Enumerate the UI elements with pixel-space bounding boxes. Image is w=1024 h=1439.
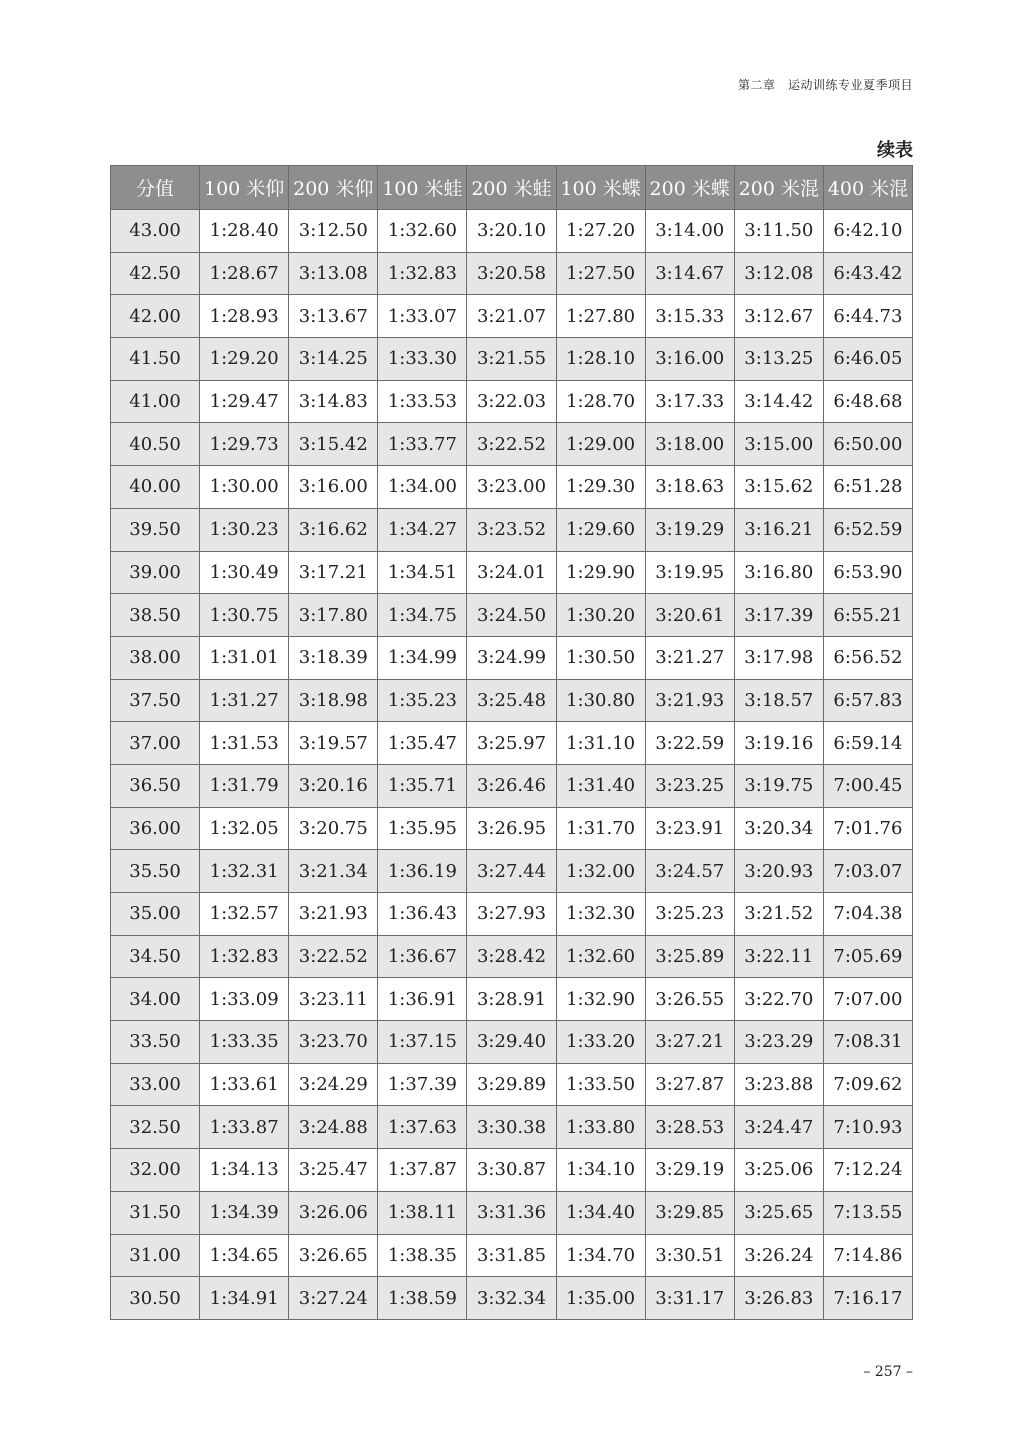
score-cell: 31.00	[111, 1234, 200, 1277]
time-cell: 3:25.48	[467, 679, 556, 722]
time-cell: 1:32.60	[556, 935, 645, 978]
time-cell: 3:16.00	[289, 466, 378, 509]
time-cell: 1:38.11	[378, 1191, 467, 1234]
time-cell: 1:28.67	[200, 252, 289, 295]
time-cell: 1:33.35	[200, 1021, 289, 1064]
time-cell: 1:30.00	[200, 466, 289, 509]
time-cell: 3:30.51	[645, 1234, 734, 1277]
time-cell: 3:23.52	[467, 508, 556, 551]
time-cell: 3:29.89	[467, 1063, 556, 1106]
score-cell: 30.50	[111, 1277, 200, 1320]
time-cell: 6:51.28	[823, 466, 912, 509]
time-cell: 3:19.16	[734, 722, 823, 765]
table-header-row	[111, 166, 913, 210]
table-row	[111, 807, 913, 850]
score-cell: 33.50	[111, 1021, 200, 1064]
time-cell: 1:28.70	[556, 380, 645, 423]
time-cell: 1:33.07	[378, 295, 467, 338]
time-cell: 1:34.00	[378, 466, 467, 509]
time-cell: 1:33.61	[200, 1063, 289, 1106]
table-row	[111, 722, 913, 765]
time-cell: 1:30.49	[200, 551, 289, 594]
time-cell: 1:33.20	[556, 1021, 645, 1064]
score-cell: 37.50	[111, 679, 200, 722]
time-cell: 3:27.21	[645, 1021, 734, 1064]
time-cell: 1:32.30	[556, 893, 645, 936]
score-cell: 32.00	[111, 1149, 200, 1192]
time-cell: 3:26.65	[289, 1234, 378, 1277]
time-cell: 1:32.57	[200, 893, 289, 936]
time-cell: 3:21.34	[289, 850, 378, 893]
time-cell: 6:50.00	[823, 423, 912, 466]
score-cell: 42.50	[111, 252, 200, 295]
time-cell: 1:33.80	[556, 1106, 645, 1149]
score-cell: 38.00	[111, 636, 200, 679]
score-cell: 34.00	[111, 978, 200, 1021]
time-cell: 3:24.57	[645, 850, 734, 893]
table-row	[111, 1277, 913, 1320]
time-cell: 3:13.67	[289, 295, 378, 338]
time-cell: 1:38.59	[378, 1277, 467, 1320]
column-header: 200 米蛙	[467, 166, 556, 210]
table-header	[111, 166, 913, 210]
time-cell: 3:15.42	[289, 423, 378, 466]
time-cell: 3:27.93	[467, 893, 556, 936]
time-cell: 1:31.01	[200, 636, 289, 679]
score-cell: 36.00	[111, 807, 200, 850]
time-cell: 3:23.70	[289, 1021, 378, 1064]
time-cell: 3:12.50	[289, 210, 378, 253]
score-cell: 41.50	[111, 338, 200, 381]
time-cell: 3:26.06	[289, 1191, 378, 1234]
time-cell: 1:30.80	[556, 679, 645, 722]
table-row	[111, 594, 913, 637]
time-cell: 3:29.19	[645, 1149, 734, 1192]
time-cell: 3:23.11	[289, 978, 378, 1021]
table-row	[111, 1021, 913, 1064]
score-cell: 39.00	[111, 551, 200, 594]
time-cell: 3:16.62	[289, 508, 378, 551]
time-cell: 3:15.62	[734, 466, 823, 509]
time-cell: 1:29.47	[200, 380, 289, 423]
time-cell: 3:28.91	[467, 978, 556, 1021]
time-cell: 6:55.21	[823, 594, 912, 637]
time-cell: 6:52.59	[823, 508, 912, 551]
score-cell: 42.00	[111, 295, 200, 338]
time-cell: 7:16.17	[823, 1277, 912, 1320]
time-cell: 3:24.99	[467, 636, 556, 679]
table-caption: 续表	[877, 140, 913, 161]
time-cell: 7:07.00	[823, 978, 912, 1021]
time-cell: 1:31.53	[200, 722, 289, 765]
time-cell: 1:32.00	[556, 850, 645, 893]
time-cell: 3:20.58	[467, 252, 556, 295]
score-cell: 37.00	[111, 722, 200, 765]
time-cell: 3:21.07	[467, 295, 556, 338]
time-cell: 3:21.93	[645, 679, 734, 722]
time-cell: 3:31.17	[645, 1277, 734, 1320]
time-cell: 3:25.65	[734, 1191, 823, 1234]
time-cell: 3:17.80	[289, 594, 378, 637]
time-cell: 3:21.27	[645, 636, 734, 679]
table-row	[111, 466, 913, 509]
time-cell: 3:22.52	[467, 423, 556, 466]
time-cell: 3:11.50	[734, 210, 823, 253]
time-cell: 1:30.20	[556, 594, 645, 637]
time-cell: 1:38.35	[378, 1234, 467, 1277]
time-cell: 1:36.67	[378, 935, 467, 978]
time-cell: 1:29.73	[200, 423, 289, 466]
time-cell: 3:18.00	[645, 423, 734, 466]
time-cell: 1:28.10	[556, 338, 645, 381]
time-cell: 1:29.90	[556, 551, 645, 594]
table-row	[111, 1149, 913, 1192]
column-header: 200 米蝶	[645, 166, 734, 210]
time-cell: 3:25.23	[645, 893, 734, 936]
time-cell: 7:03.07	[823, 850, 912, 893]
time-cell: 1:36.43	[378, 893, 467, 936]
time-cell: 6:59.14	[823, 722, 912, 765]
time-cell: 3:16.80	[734, 551, 823, 594]
time-cell: 3:24.47	[734, 1106, 823, 1149]
time-cell: 3:24.50	[467, 594, 556, 637]
time-cell: 1:35.23	[378, 679, 467, 722]
time-cell: 1:37.39	[378, 1063, 467, 1106]
time-cell: 3:20.34	[734, 807, 823, 850]
time-cell: 1:34.40	[556, 1191, 645, 1234]
time-cell: 1:34.75	[378, 594, 467, 637]
time-cell: 1:33.09	[200, 978, 289, 1021]
table-row	[111, 1063, 913, 1106]
time-cell: 1:32.83	[378, 252, 467, 295]
table-row	[111, 252, 913, 295]
time-cell: 3:14.83	[289, 380, 378, 423]
time-cell: 1:32.90	[556, 978, 645, 1021]
score-cell: 38.50	[111, 594, 200, 637]
time-cell: 3:14.67	[645, 252, 734, 295]
time-cell: 6:44.73	[823, 295, 912, 338]
time-cell: 3:22.52	[289, 935, 378, 978]
time-cell: 3:23.00	[467, 466, 556, 509]
time-cell: 3:13.08	[289, 252, 378, 295]
time-cell: 3:12.08	[734, 252, 823, 295]
time-cell: 7:10.93	[823, 1106, 912, 1149]
time-cell: 3:20.93	[734, 850, 823, 893]
time-cell: 3:27.87	[645, 1063, 734, 1106]
time-cell: 3:13.25	[734, 338, 823, 381]
time-cell: 6:48.68	[823, 380, 912, 423]
time-cell: 1:35.47	[378, 722, 467, 765]
time-cell: 3:15.33	[645, 295, 734, 338]
time-cell: 1:27.20	[556, 210, 645, 253]
time-cell: 3:14.00	[645, 210, 734, 253]
time-cell: 1:36.19	[378, 850, 467, 893]
time-cell: 3:18.39	[289, 636, 378, 679]
table-row	[111, 893, 913, 936]
time-cell: 3:22.11	[734, 935, 823, 978]
time-cell: 3:26.83	[734, 1277, 823, 1320]
time-cell: 1:34.70	[556, 1234, 645, 1277]
time-cell: 3:22.59	[645, 722, 734, 765]
time-cell: 1:33.30	[378, 338, 467, 381]
time-cell: 3:23.91	[645, 807, 734, 850]
time-cell: 3:19.95	[645, 551, 734, 594]
time-cell: 1:35.00	[556, 1277, 645, 1320]
time-cell: 1:33.87	[200, 1106, 289, 1149]
time-cell: 3:17.39	[734, 594, 823, 637]
time-cell: 3:17.98	[734, 636, 823, 679]
time-cell: 3:26.24	[734, 1234, 823, 1277]
time-cell: 3:18.57	[734, 679, 823, 722]
time-cell: 1:33.53	[378, 380, 467, 423]
time-cell: 1:34.13	[200, 1149, 289, 1192]
time-cell: 7:00.45	[823, 764, 912, 807]
time-cell: 7:13.55	[823, 1191, 912, 1234]
time-cell: 7:14.86	[823, 1234, 912, 1277]
time-cell: 3:32.34	[467, 1277, 556, 1320]
time-cell: 3:21.52	[734, 893, 823, 936]
time-cell: 7:12.24	[823, 1149, 912, 1192]
score-table	[110, 165, 913, 1320]
time-cell: 3:25.97	[467, 722, 556, 765]
time-cell: 1:29.60	[556, 508, 645, 551]
time-cell: 1:27.80	[556, 295, 645, 338]
table-row	[111, 1234, 913, 1277]
score-cell: 33.00	[111, 1063, 200, 1106]
time-cell: 1:34.99	[378, 636, 467, 679]
time-cell: 1:28.93	[200, 295, 289, 338]
time-cell: 3:16.00	[645, 338, 734, 381]
time-cell: 3:14.25	[289, 338, 378, 381]
score-cell: 35.00	[111, 893, 200, 936]
time-cell: 3:30.38	[467, 1106, 556, 1149]
time-cell: 3:31.85	[467, 1234, 556, 1277]
time-cell: 1:31.70	[556, 807, 645, 850]
table-row	[111, 508, 913, 551]
time-cell: 3:28.53	[645, 1106, 734, 1149]
time-cell: 3:29.40	[467, 1021, 556, 1064]
column-header: 200 米仰	[289, 166, 378, 210]
time-cell: 6:46.05	[823, 338, 912, 381]
time-cell: 1:33.50	[556, 1063, 645, 1106]
time-cell: 1:32.83	[200, 935, 289, 978]
time-cell: 3:20.10	[467, 210, 556, 253]
time-cell: 1:37.15	[378, 1021, 467, 1064]
column-header: 分值	[111, 166, 200, 210]
time-cell: 3:26.46	[467, 764, 556, 807]
time-cell: 1:32.05	[200, 807, 289, 850]
score-cell: 31.50	[111, 1191, 200, 1234]
time-cell: 3:30.87	[467, 1149, 556, 1192]
time-cell: 3:21.93	[289, 893, 378, 936]
time-cell: 3:23.88	[734, 1063, 823, 1106]
time-cell: 3:19.75	[734, 764, 823, 807]
time-cell: 7:09.62	[823, 1063, 912, 1106]
time-cell: 3:23.29	[734, 1021, 823, 1064]
time-cell: 7:08.31	[823, 1021, 912, 1064]
time-cell: 3:20.75	[289, 807, 378, 850]
time-cell: 7:04.38	[823, 893, 912, 936]
time-cell: 6:42.10	[823, 210, 912, 253]
table-row	[111, 338, 913, 381]
time-cell: 3:25.06	[734, 1149, 823, 1192]
time-cell: 3:24.29	[289, 1063, 378, 1106]
table-row	[111, 764, 913, 807]
time-cell: 3:22.70	[734, 978, 823, 1021]
score-cell: 39.50	[111, 508, 200, 551]
time-cell: 3:17.33	[645, 380, 734, 423]
table-row	[111, 1106, 913, 1149]
table-row	[111, 551, 913, 594]
column-header: 200 米混	[734, 166, 823, 210]
time-cell: 3:25.47	[289, 1149, 378, 1192]
time-cell: 7:05.69	[823, 935, 912, 978]
table-row	[111, 935, 913, 978]
score-cell: 40.00	[111, 466, 200, 509]
table-row	[111, 636, 913, 679]
time-cell: 3:20.61	[645, 594, 734, 637]
table-row	[111, 423, 913, 466]
time-cell: 3:14.42	[734, 380, 823, 423]
time-cell: 1:30.23	[200, 508, 289, 551]
time-cell: 3:18.98	[289, 679, 378, 722]
score-cell: 35.50	[111, 850, 200, 893]
time-cell: 6:57.83	[823, 679, 912, 722]
time-cell: 1:32.31	[200, 850, 289, 893]
time-cell: 3:26.95	[467, 807, 556, 850]
time-cell: 3:22.03	[467, 380, 556, 423]
time-cell: 3:27.24	[289, 1277, 378, 1320]
time-cell: 6:43.42	[823, 252, 912, 295]
time-cell: 1:32.60	[378, 210, 467, 253]
time-cell: 1:30.75	[200, 594, 289, 637]
time-cell: 1:28.40	[200, 210, 289, 253]
score-cell: 34.50	[111, 935, 200, 978]
time-cell: 1:34.91	[200, 1277, 289, 1320]
time-cell: 3:23.25	[645, 764, 734, 807]
time-cell: 3:18.63	[645, 466, 734, 509]
time-cell: 1:31.10	[556, 722, 645, 765]
time-cell: 3:27.44	[467, 850, 556, 893]
time-cell: 3:20.16	[289, 764, 378, 807]
time-cell: 1:35.95	[378, 807, 467, 850]
time-cell: 1:29.30	[556, 466, 645, 509]
score-cell: 36.50	[111, 764, 200, 807]
time-cell: 1:34.27	[378, 508, 467, 551]
column-header: 100 米蛙	[378, 166, 467, 210]
time-cell: 3:24.88	[289, 1106, 378, 1149]
time-cell: 3:19.29	[645, 508, 734, 551]
score-cell: 43.00	[111, 210, 200, 253]
score-cell: 40.50	[111, 423, 200, 466]
time-cell: 1:36.91	[378, 978, 467, 1021]
time-cell: 1:30.50	[556, 636, 645, 679]
time-cell: 3:29.85	[645, 1191, 734, 1234]
table-row	[111, 679, 913, 722]
time-cell: 1:37.63	[378, 1106, 467, 1149]
table-row	[111, 380, 913, 423]
table-row	[111, 978, 913, 1021]
time-cell: 3:25.89	[645, 935, 734, 978]
time-cell: 3:19.57	[289, 722, 378, 765]
time-cell: 3:15.00	[734, 423, 823, 466]
time-cell: 3:31.36	[467, 1191, 556, 1234]
time-cell: 1:34.65	[200, 1234, 289, 1277]
table-row	[111, 1191, 913, 1234]
page-number: – 257 –	[863, 1364, 913, 1380]
time-cell: 3:17.21	[289, 551, 378, 594]
score-cell: 41.00	[111, 380, 200, 423]
time-cell: 3:16.21	[734, 508, 823, 551]
time-cell: 1:31.27	[200, 679, 289, 722]
running-header: 第二章 运动训练专业夏季项目	[737, 78, 913, 92]
time-cell: 1:29.20	[200, 338, 289, 381]
table-row	[111, 850, 913, 893]
time-cell: 1:31.79	[200, 764, 289, 807]
time-cell: 3:28.42	[467, 935, 556, 978]
time-cell: 6:56.52	[823, 636, 912, 679]
time-cell: 1:34.39	[200, 1191, 289, 1234]
time-cell: 1:34.51	[378, 551, 467, 594]
column-header: 100 米仰	[200, 166, 289, 210]
table-row	[111, 295, 913, 338]
time-cell: 3:26.55	[645, 978, 734, 1021]
time-cell: 1:35.71	[378, 764, 467, 807]
score-cell: 32.50	[111, 1106, 200, 1149]
time-cell: 1:31.40	[556, 764, 645, 807]
time-cell: 6:53.90	[823, 551, 912, 594]
table-body	[111, 210, 913, 1320]
table-row	[111, 210, 913, 253]
time-cell: 1:27.50	[556, 252, 645, 295]
time-cell: 3:21.55	[467, 338, 556, 381]
time-cell: 1:37.87	[378, 1149, 467, 1192]
time-cell: 7:01.76	[823, 807, 912, 850]
time-cell: 1:34.10	[556, 1149, 645, 1192]
column-header: 100 米蝶	[556, 166, 645, 210]
time-cell: 3:24.01	[467, 551, 556, 594]
time-cell: 3:12.67	[734, 295, 823, 338]
column-header: 400 米混	[823, 166, 912, 210]
time-cell: 1:33.77	[378, 423, 467, 466]
time-cell: 1:29.00	[556, 423, 645, 466]
